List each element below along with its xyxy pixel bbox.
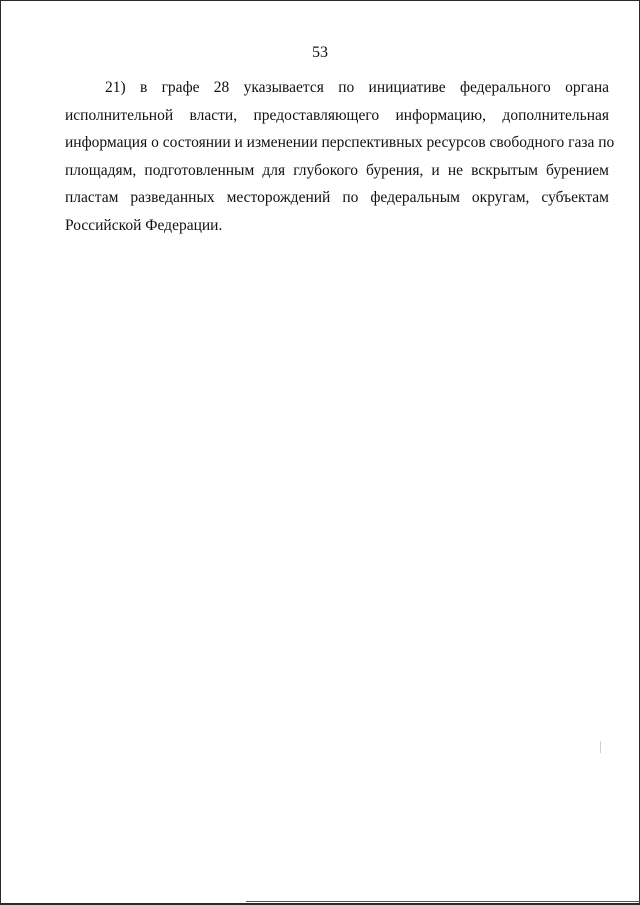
- paragraph-line: исполнительной власти, предоставляющего информацию, дополнительная: [65, 106, 609, 124]
- paragraph-line: пластам разведанных месторождений по федеральным округам, субъектам: [65, 189, 609, 206]
- paragraph-line: площадям, подготовленным для глубокого бурения, и не вскрытым бурением: [65, 161, 609, 179]
- bottom-edge-line: [246, 901, 640, 902]
- paragraph-line: Российской Федерации.: [65, 216, 223, 234]
- page-number: 53: [312, 44, 328, 61]
- paragraph-item-21: [65, 74, 615, 239]
- paragraph-line: информация о состоянии и изменении перспективных ресурсов свободного газа по: [65, 134, 615, 151]
- scan-artifact: [600, 741, 601, 753]
- paragraph-line: 21) в графе 28 указывается по инициативе федерального органа: [105, 79, 609, 96]
